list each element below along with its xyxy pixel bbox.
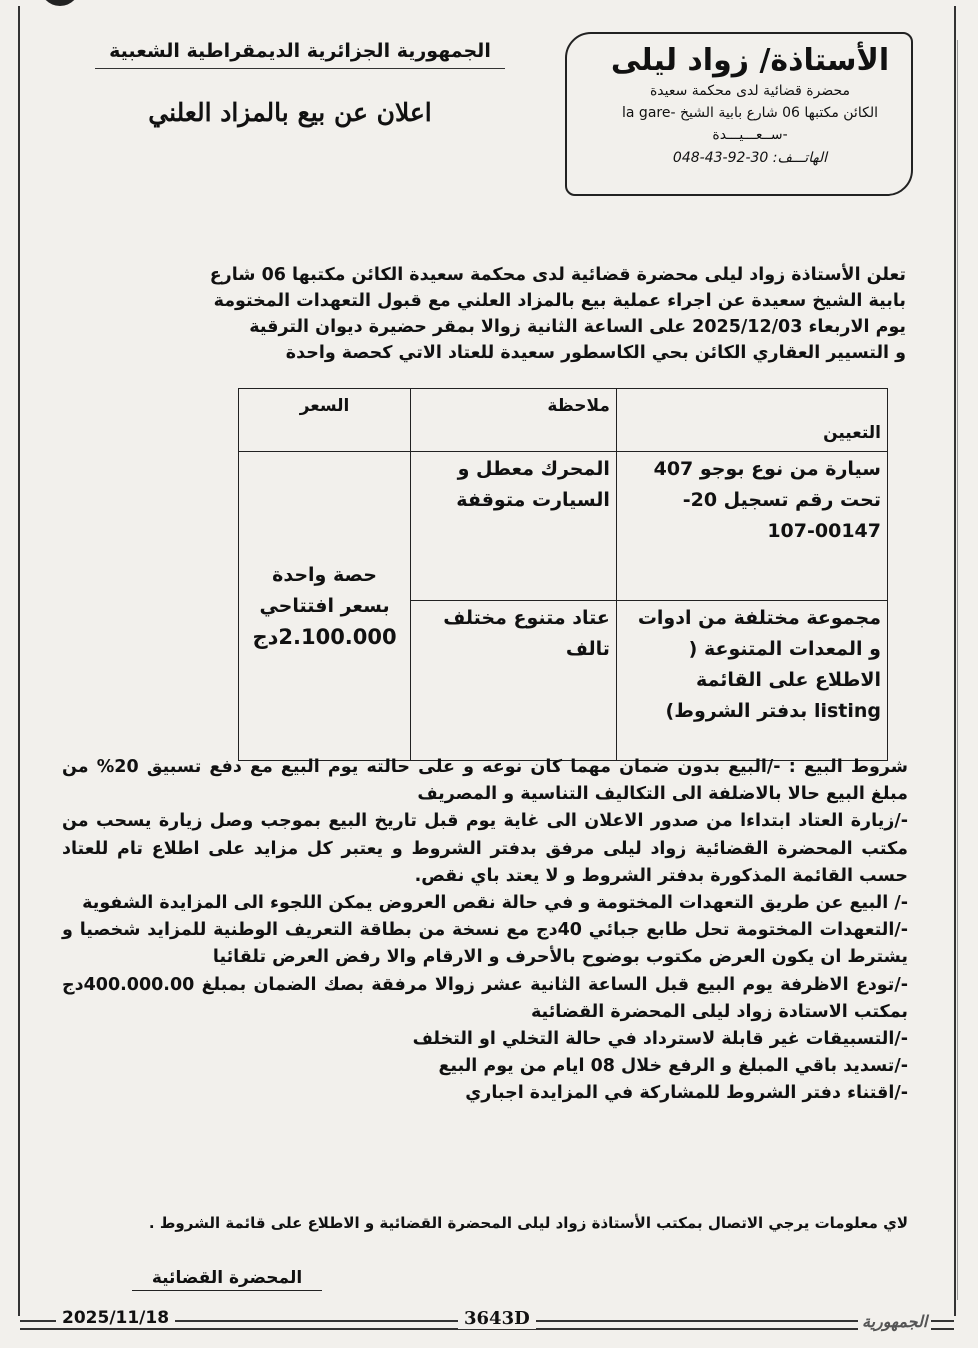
- condition-item: -/تودع الاظرفة يوم البيع قبل الساعة الثانية عشر زوالا مرفقة بصك الضمان بمبلغ 400.000.00دج بمكتب الاستادة زواد ليلى المحضرة القضائية: [62, 974, 908, 1022]
- condition-item: -/التعهدات المختومة تحل طابع جبائي 40دج مع نسخة من بطاقة التعريف الوطنية للمزايد شخصيا و يشترط ان يكون العرض مكتوب بوضوح بالأحرف و الارقام والا رفض العرض تلقائيا: [62, 920, 908, 968]
- footer-date: 2025/11/18: [56, 1308, 175, 1328]
- price-value: 2.100.000دج: [252, 624, 397, 649]
- item-designation: مجموعة مختلفة من ادوات و المعدات المتنوعة ( الاطلاع على القائمة listing بدفتر الشروط): [616, 601, 887, 761]
- office-court: محضرة قضائية لدى محكمة سعيدة: [649, 83, 851, 99]
- office-address: الكائن مكتبها 06 شارع بابية الشيخ -la gare: [622, 105, 878, 121]
- intro-line: يوم الاربعاء 2025/12/03 على الساعة الثانية زوالا بمقر حضيرة ديوان الترقية: [249, 317, 906, 337]
- item-note: عتاد متنوع مختلف تالف: [411, 601, 617, 761]
- office-name: الأستاذة/ زواد ليلى: [610, 43, 890, 78]
- republic-title: الجمهورية الجزائرية الديمقراطية الشعبية: [109, 40, 491, 62]
- office-header: [580, 42, 920, 192]
- intro-line: و التسيير العقاري الكائن بحي الكاسطور سعيدة للعتاد الاتي كحصة واحدة: [285, 343, 906, 363]
- condition-item: -/زيارة العتاد ابتداءا من صدور الاعلان الى غاية يوم قبل تاريخ البيع بموجب وصل زيارة يسحب من مكتب المحضرة القضائية زواد ليلى مرفق بدفتر الشروط و يعتبر كل مزايد على اطلاع تام للعتاد حسب القائمة المذكورة بدفتر الشروط و لا يعتد باي نقص.: [62, 811, 908, 886]
- margin-strip: [957, 40, 978, 1300]
- header-designation: التعيين: [616, 389, 887, 452]
- signature: المحضرة القضائية: [132, 1268, 322, 1291]
- intro-line: تعلن الأستاذة زواد ليلى محضرة قضائية لدى محكمة سعيدة الكائن مكتبها 06 شارع: [209, 265, 906, 285]
- office-phone: الهاتـــف: 30-92-43-048: [672, 150, 828, 166]
- notice-title: اعلان عن بيع بالمزاد العلني: [148, 98, 432, 127]
- item-designation: سيارة من نوع بوجو 407 تحت رقم تسجيل 20-00147-107: [616, 452, 887, 601]
- condition-item: -/اقتناء دفتر الشروط للمشاركة في المزايدة اجباري: [465, 1083, 908, 1104]
- condition-item: شروط البيع : -/البيع بدون ضمان مهما كان نوعه و على حالته يوم البيع مع دفع تسبيق 20% من مبلغ البيع حالا بالاضلفة الى التكاليف التناسية و المصريف: [62, 757, 909, 805]
- price-lot: حصة واحدة: [272, 563, 377, 586]
- republic-underline: [95, 68, 505, 69]
- price-label: بسعر افتتاحي: [259, 594, 390, 617]
- closing-note: لاي معلومات يرجي الاتصال بمكتب الأستاذة زواد ليلى المحضرة القضائية و الاطلاع على قائمة الشروط .: [148, 1214, 908, 1232]
- intro-line: بابية الشيخ سعيدة عن اجراء عملية بيع بالمزاد العلني مع قبول التعهدات المختومة: [213, 291, 906, 311]
- header-price: السعر: [239, 389, 411, 452]
- footer-code: 3643D: [458, 1308, 536, 1329]
- sale-conditions: [62, 754, 908, 1108]
- auction-items-table: [238, 388, 888, 761]
- intro-paragraph: [80, 262, 906, 366]
- price-cell: [239, 452, 411, 761]
- newspaper-logo: الجمهورية: [858, 1312, 931, 1331]
- condition-item: -/التسبيقات غير قابلة لاسترداد في حالة التخلي او التخلف: [412, 1029, 908, 1050]
- header-note: ملاحظة: [411, 389, 617, 452]
- condition-item: -/تسديد باقي المبلغ و الرفع خلال 08 ايام من يوم البيع: [438, 1056, 908, 1077]
- table-row: [239, 452, 888, 601]
- item-note: المحرك معطل و السيارت متوقفة: [411, 452, 617, 601]
- office-city: -ســعـــيـــدة: [712, 127, 788, 143]
- condition-item: -/ البيع عن طريق التعهدات المختومة و في حالة نقص العروض يمكن اللجوء الى المزايدة الشفوية: [82, 893, 908, 914]
- table-header-row: [239, 389, 888, 452]
